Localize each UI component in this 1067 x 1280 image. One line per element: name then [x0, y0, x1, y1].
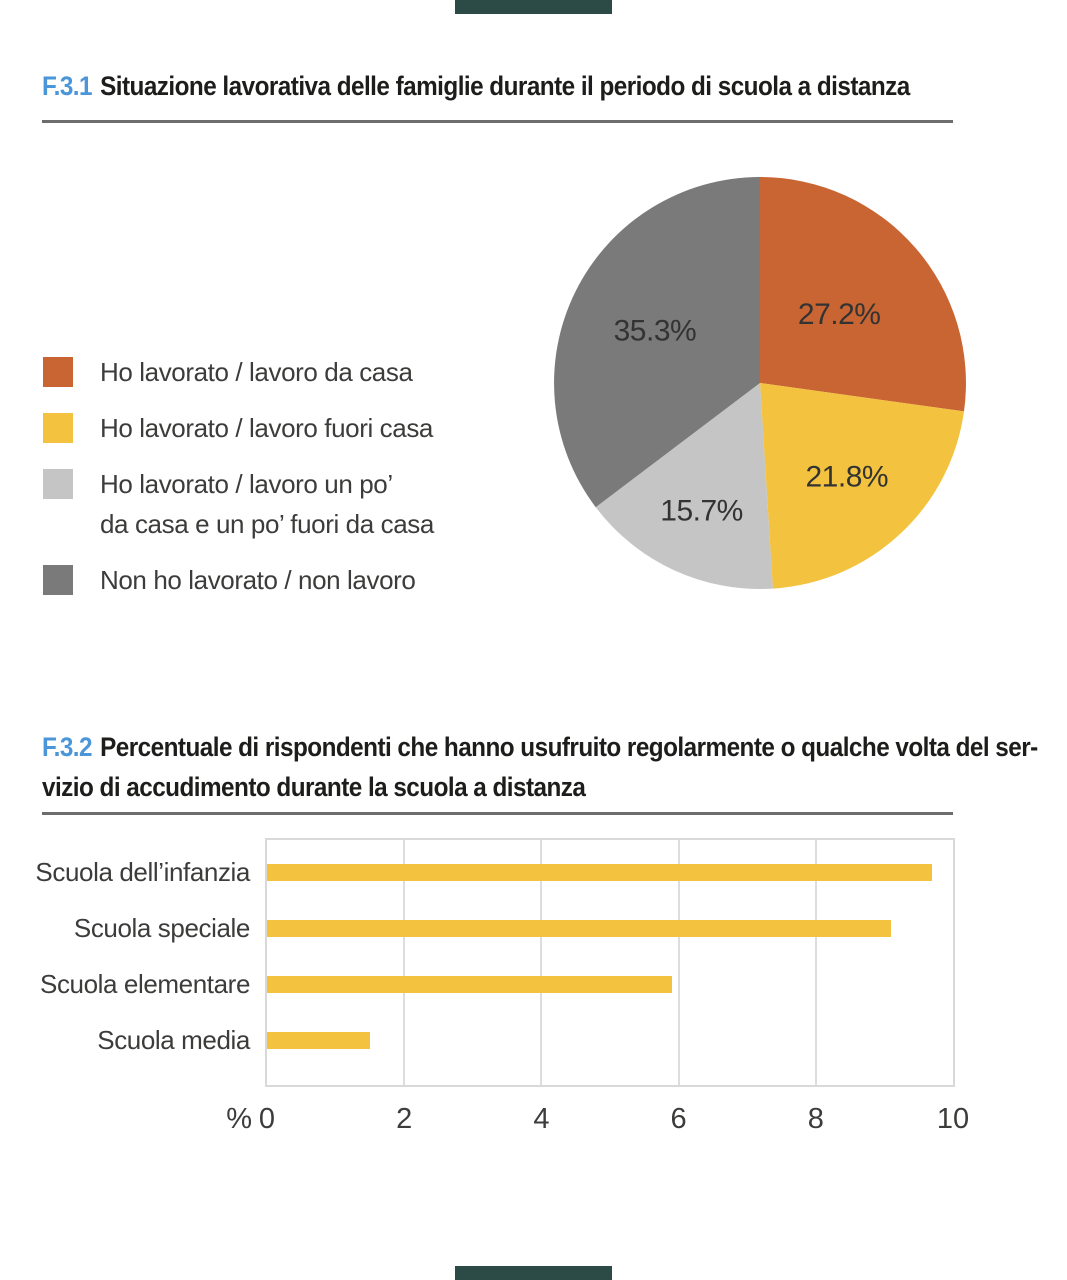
figure-f32-title-line2: vizio di accudimento durante la scuola a distanza	[42, 772, 586, 802]
pie-legend	[43, 352, 513, 600]
legend-item-misto	[43, 464, 513, 544]
bar-1	[267, 920, 891, 937]
pie-value-label: 35.3%	[613, 314, 697, 348]
legend-label: Non ho lavorato / non lavoro	[100, 565, 416, 595]
bar-0	[267, 864, 932, 881]
pie-chart	[554, 177, 966, 589]
legend-label: Ho lavorato / lavoro fuori casa	[100, 413, 433, 443]
figure-f31-title-text: Situazione lavorativa delle famiglie durante il periodo di scuola a distanza	[100, 71, 910, 101]
divider-rule-f31	[42, 120, 953, 123]
x-axis-unit-label: %	[226, 1103, 252, 1135]
x-tick-label-0: 0	[258, 1103, 276, 1135]
legend-swatch-orange	[43, 357, 73, 387]
legend-item-non-lavoro	[43, 560, 513, 600]
pie-value-label: 27.2%	[797, 298, 881, 331]
x-tick-label-2: 2	[396, 1103, 413, 1135]
figure-f32-title-line1: Percentuale di rispondenti che hanno usufruito regolarmente o qualche volta del ser-	[100, 732, 1038, 762]
page-edge-marker-top	[455, 0, 612, 14]
figure-f31-title	[42, 66, 910, 106]
legend-swatch-yellow	[43, 413, 73, 443]
category-label-1: Scuola speciale	[73, 913, 250, 943]
bar-chart-plot-area	[265, 838, 955, 1087]
figure-f31-code: F.3.1	[42, 71, 92, 101]
legend-swatch-dark-gray	[43, 565, 73, 595]
legend-swatch-light-gray	[43, 469, 73, 499]
pie-slice-0	[760, 177, 966, 411]
legend-item-da-casa	[43, 352, 513, 392]
x-tick-label-4: 4	[533, 1103, 550, 1135]
pie-value-label: 21.8%	[805, 460, 889, 494]
figure-f32-code: F.3.2	[42, 732, 92, 762]
divider-rule-f32	[42, 812, 953, 815]
figure-f32-title	[42, 727, 1038, 807]
x-tick-label-10: 10	[936, 1103, 970, 1135]
legend-item-fuori-casa	[43, 408, 513, 448]
category-label-2: Scuola elementare	[40, 969, 250, 999]
category-label-3: Scuola media	[97, 1025, 250, 1055]
legend-label: Ho lavorato / lavoro da casa	[100, 357, 413, 387]
legend-label: Ho lavorato / lavoro un po’ da casa e un po’ fuori da casa	[100, 469, 434, 539]
x-tick-label-6: 6	[670, 1103, 687, 1135]
bar-3	[267, 1032, 370, 1049]
page-edge-marker-bottom	[455, 1266, 612, 1280]
bar-2	[267, 976, 672, 993]
pie-value-label: 15.7%	[660, 494, 743, 528]
category-label-0: Scuola dell’infanzia	[35, 857, 250, 887]
x-tick-label-8: 8	[807, 1103, 824, 1135]
